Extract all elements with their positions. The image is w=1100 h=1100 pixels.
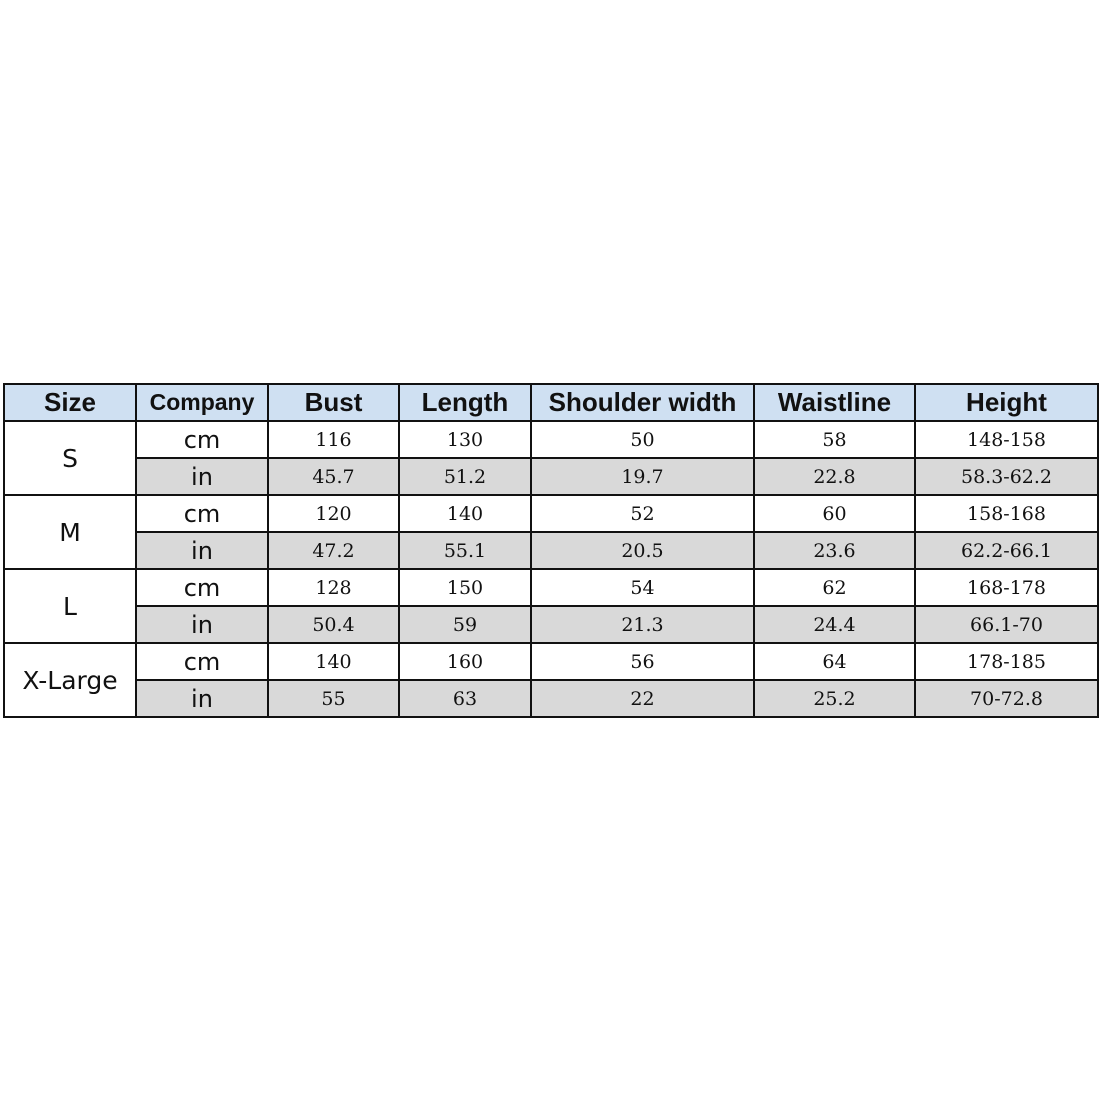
length-cell: 150 xyxy=(399,569,531,606)
waistline-cell: 64 xyxy=(754,643,915,680)
bust-cell: 128 xyxy=(268,569,399,606)
table-row xyxy=(4,606,1098,643)
height-cell: 158-168 xyxy=(915,495,1098,532)
table-row xyxy=(4,680,1098,717)
table-row xyxy=(4,458,1098,495)
header-height: Height xyxy=(915,384,1098,421)
bust-cell: 50.4 xyxy=(268,606,399,643)
unit-cell: in xyxy=(136,606,268,643)
height-cell: 58.3-62.2 xyxy=(915,458,1098,495)
length-cell: 63 xyxy=(399,680,531,717)
table-row xyxy=(4,643,1098,680)
shoulder-width-cell: 19.7 xyxy=(531,458,754,495)
table-row xyxy=(4,532,1098,569)
shoulder-width-cell: 22 xyxy=(531,680,754,717)
height-cell: 66.1-70 xyxy=(915,606,1098,643)
waistline-cell: 25.2 xyxy=(754,680,915,717)
height-cell: 70-72.8 xyxy=(915,680,1098,717)
waistline-cell: 23.6 xyxy=(754,532,915,569)
bust-cell: 47.2 xyxy=(268,532,399,569)
unit-cell: cm xyxy=(136,643,268,680)
waistline-cell: 24.4 xyxy=(754,606,915,643)
unit-cell: cm xyxy=(136,495,268,532)
header-size: Size xyxy=(4,384,136,421)
table-row xyxy=(4,421,1098,458)
length-cell: 140 xyxy=(399,495,531,532)
unit-cell: in xyxy=(136,458,268,495)
shoulder-width-cell: 50 xyxy=(531,421,754,458)
shoulder-width-cell: 21.3 xyxy=(531,606,754,643)
height-cell: 168-178 xyxy=(915,569,1098,606)
table-row xyxy=(4,495,1098,532)
bust-cell: 55 xyxy=(268,680,399,717)
bust-cell: 140 xyxy=(268,643,399,680)
bust-cell: 116 xyxy=(268,421,399,458)
length-cell: 51.2 xyxy=(399,458,531,495)
header-waistline: Waistline xyxy=(754,384,915,421)
shoulder-width-cell: 20.5 xyxy=(531,532,754,569)
height-cell: 178-185 xyxy=(915,643,1098,680)
bust-cell: 45.7 xyxy=(268,458,399,495)
size-label: L xyxy=(4,569,136,643)
bust-cell: 120 xyxy=(268,495,399,532)
header-bust: Bust xyxy=(268,384,399,421)
size-chart-table xyxy=(3,383,1099,718)
unit-cell: cm xyxy=(136,421,268,458)
size-label: X-Large xyxy=(4,643,136,717)
header-row xyxy=(4,384,1098,421)
length-cell: 55.1 xyxy=(399,532,531,569)
header-company: Company xyxy=(136,384,268,421)
size-label: S xyxy=(4,421,136,495)
waistline-cell: 60 xyxy=(754,495,915,532)
size-label: M xyxy=(4,495,136,569)
size-chart-container xyxy=(3,383,1099,718)
table-row xyxy=(4,569,1098,606)
header-shoulder-width: Shoulder width xyxy=(531,384,754,421)
unit-cell: in xyxy=(136,680,268,717)
waistline-cell: 58 xyxy=(754,421,915,458)
shoulder-width-cell: 54 xyxy=(531,569,754,606)
unit-cell: cm xyxy=(136,569,268,606)
height-cell: 148-158 xyxy=(915,421,1098,458)
length-cell: 160 xyxy=(399,643,531,680)
unit-cell: in xyxy=(136,532,268,569)
length-cell: 130 xyxy=(399,421,531,458)
shoulder-width-cell: 56 xyxy=(531,643,754,680)
waistline-cell: 22.8 xyxy=(754,458,915,495)
header-length: Length xyxy=(399,384,531,421)
length-cell: 59 xyxy=(399,606,531,643)
height-cell: 62.2-66.1 xyxy=(915,532,1098,569)
waistline-cell: 62 xyxy=(754,569,915,606)
shoulder-width-cell: 52 xyxy=(531,495,754,532)
